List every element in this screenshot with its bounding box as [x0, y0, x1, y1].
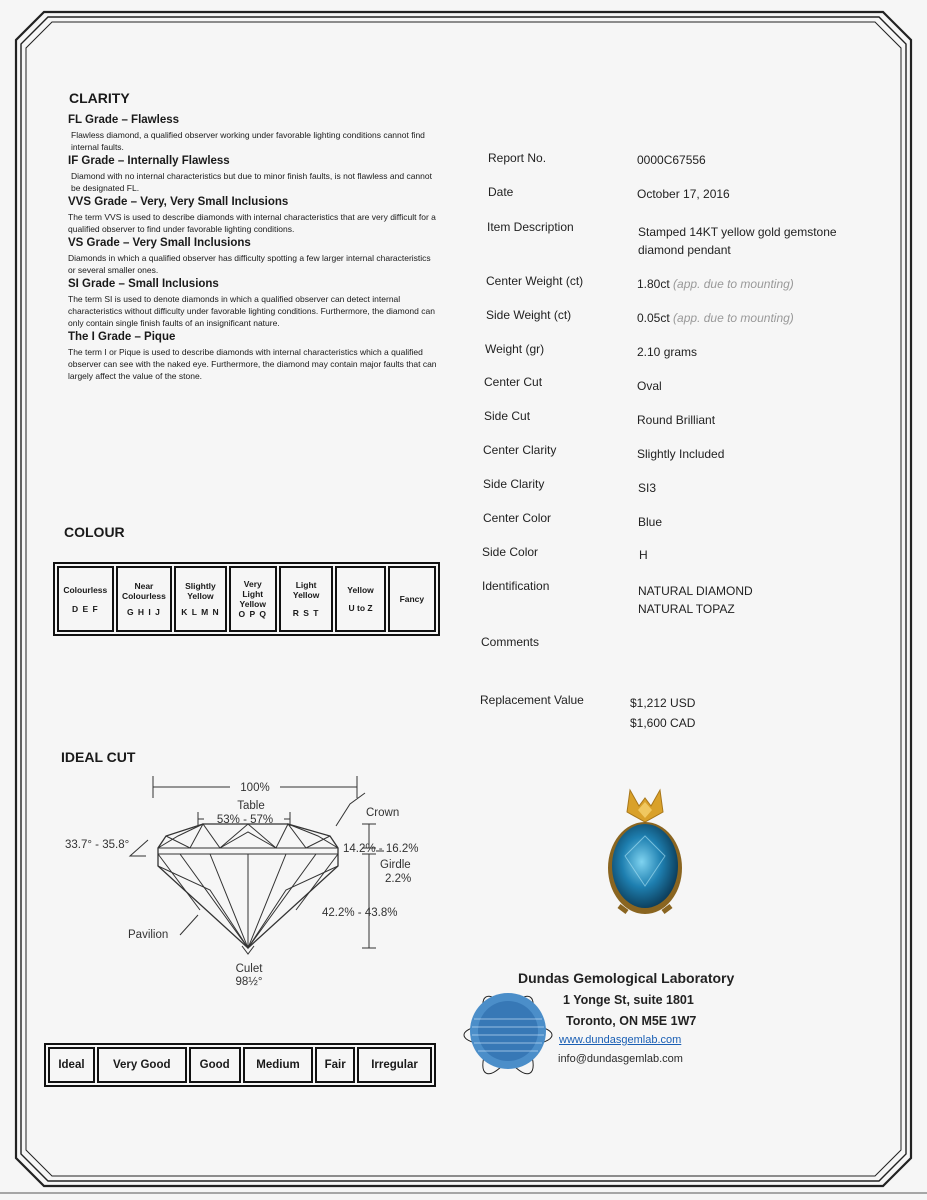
cut-grade-ideal: Ideal	[48, 1047, 95, 1083]
field-value-center-color: Blue	[638, 515, 663, 529]
field-value-side-weight: 0.05ct (app. due to mounting)	[637, 311, 794, 325]
colour-cell-very-light-yellow: Very Light Yellow O P Q	[229, 566, 277, 632]
cut-pavilion-label: Pavilion	[128, 929, 169, 941]
field-label-side-cut: Side Cut	[484, 409, 531, 423]
cut-culet-value: 98½°	[235, 976, 263, 988]
field-value-side-clarity: SI3	[638, 481, 657, 495]
field-label-center-cut: Center Cut	[484, 375, 543, 389]
clarity-grade-if-desc: Diamond with no internal characteristics but due to minor finish faults, is not flawless and cannot be designated FL.	[71, 171, 432, 193]
cut-grade-medium: Medium	[243, 1047, 313, 1083]
colour-cell-yellow: Yellow U to Z	[335, 566, 385, 632]
ideal-cut-diagram	[50, 770, 440, 990]
field-value-center-cut: Oval	[637, 379, 662, 393]
cut-crown-label: Crown	[366, 807, 400, 819]
colour-cell-near-colourless: Near Colourless G H I J	[116, 566, 173, 632]
field-note-center-weight: (app. due to mounting)	[673, 277, 794, 291]
clarity-grade-if-title: IF Grade – Internally Flawless	[68, 155, 230, 167]
colour-cell-fancy: Fancy	[388, 566, 436, 632]
colour-title: COLOUR	[64, 524, 125, 540]
clarity-grade-i-desc: The term I or Pique is used to describe diamonds with internal characteristics which a qualified observer can see with the naked eye. Furthermore, the diamond may contain major faults that can largely affect the value of the stone.	[68, 347, 437, 381]
lab-seal-logo	[460, 975, 556, 1097]
field-value-replacement-cad: $1,600 CAD	[630, 716, 696, 730]
field-value-center-weight: 1.80ct (app. due to mounting)	[637, 277, 794, 291]
field-label-date: Date	[488, 185, 514, 199]
field-note-side-weight: (app. due to mounting)	[673, 311, 794, 325]
cut-grade-table	[44, 1043, 436, 1087]
clarity-grade-vs-title: VS Grade – Very Small Inclusions	[68, 237, 251, 249]
field-label-center-clarity: Center Clarity	[483, 443, 557, 457]
lab-address-line2: Toronto, ON M5E 1W7	[566, 1014, 697, 1028]
colour-cell-slightly-yellow: Slightly Yellow K L M N	[174, 566, 226, 632]
field-value-weight-gr: 2.10 grams	[637, 345, 698, 359]
field-label-side-color: Side Color	[482, 545, 539, 559]
field-value-replacement-usd: $1,212 USD	[630, 696, 696, 710]
field-value-date: October 17, 2016	[637, 187, 730, 201]
cut-grade-good: Good	[189, 1047, 241, 1083]
cut-crown-height: 14.2% - 16.2%	[343, 843, 419, 855]
cut-grade-irregular: Irregular	[357, 1047, 432, 1083]
cut-grade-very-good: Very Good	[97, 1047, 187, 1083]
field-value-identification-2: NATURAL TOPAZ	[638, 602, 735, 616]
field-label-identification: Identification	[482, 579, 550, 593]
ideal-cut-title: IDEAL CUT	[61, 749, 136, 765]
cut-width-label: 100%	[240, 782, 270, 794]
cut-grade-fair: Fair	[315, 1047, 355, 1083]
lab-name: Dundas Gemological Laboratory	[518, 970, 735, 986]
colour-cell-light-yellow: Light Yellow R S T	[279, 566, 334, 632]
cut-pavilion-depth: 42.2% - 43.8%	[322, 907, 398, 919]
field-value-center-clarity: Slightly Included	[637, 447, 725, 461]
lab-website-link[interactable]: www.dundasgemlab.com	[559, 1034, 682, 1046]
field-label-weight-gr: Weight (gr)	[485, 342, 545, 356]
cut-girdle-value: 2.2%	[385, 873, 412, 885]
field-label-report-no: Report No.	[488, 151, 547, 165]
field-label-side-clarity: Side Clarity	[483, 477, 545, 491]
field-label-center-color: Center Color	[483, 511, 552, 525]
clarity-grade-fl-desc: Flawless diamond, a qualified observer working under favorable lighting conditions cannot find internal faults.	[71, 130, 425, 152]
clarity-grade-vs-desc: Diamonds in which a qualified observer has difficulty spotting a few larger internal characteristics or several smaller ones.	[68, 253, 431, 275]
clarity-grade-vvs-title: VVS Grade – Very, Very Small Inclusions	[68, 196, 289, 208]
field-label-item-description: Item Description	[487, 220, 574, 234]
cut-girdle-word: Girdle	[380, 859, 411, 871]
lab-email: info@dundasgemlab.com	[558, 1053, 683, 1065]
lab-address-line1: 1 Yonge St, suite 1801	[563, 993, 694, 1007]
field-value-side-cut: Round Brilliant	[637, 413, 716, 427]
cut-crown-angle: 33.7° - 35.8°	[65, 839, 130, 851]
clarity-title: CLARITY	[69, 90, 130, 106]
colour-scale-table	[53, 562, 440, 636]
field-label-replacement-value: Replacement Value	[480, 693, 584, 707]
field-value-item-description: Stamped 14KT yellow gold gemstone diamond pendant	[638, 225, 837, 257]
clarity-grade-si-title: SI Grade – Small Inclusions	[68, 278, 219, 290]
cut-table-range: 53% - 57%	[216, 814, 274, 826]
clarity-grade-list	[68, 114, 438, 384]
field-value-identification-1: NATURAL DIAMOND	[638, 584, 753, 598]
clarity-grade-si-desc: The term SI is used to denote diamonds in which a qualified observer can detect internal characteristics without difficulty under favorable lighting conditions. Furthermore, the diamond can only contain single finish faults of an insignificant nature.	[68, 294, 435, 328]
colour-cell-colourless: Colourless D E F	[57, 566, 114, 632]
cut-table-word: Table	[237, 800, 265, 812]
field-label-side-weight: Side Weight (ct)	[486, 308, 572, 322]
field-label-comments: Comments	[481, 635, 540, 649]
field-value-side-color: H	[639, 548, 648, 562]
clarity-grade-i-title: The I Grade – Pique	[68, 331, 176, 343]
cut-culet-word: Culet	[235, 963, 263, 975]
pendant-photo	[605, 786, 685, 918]
field-label-center-weight: Center Weight (ct)	[486, 274, 584, 288]
clarity-grade-vvs-desc: The term VVS is used to describe diamonds with internal characteristics that are very difficult for a qualified observer to find under favorable lighting conditions.	[68, 212, 436, 234]
clarity-grade-fl-title: FL Grade – Flawless	[68, 114, 180, 126]
field-value-report-no: 0000C67556	[637, 153, 706, 167]
